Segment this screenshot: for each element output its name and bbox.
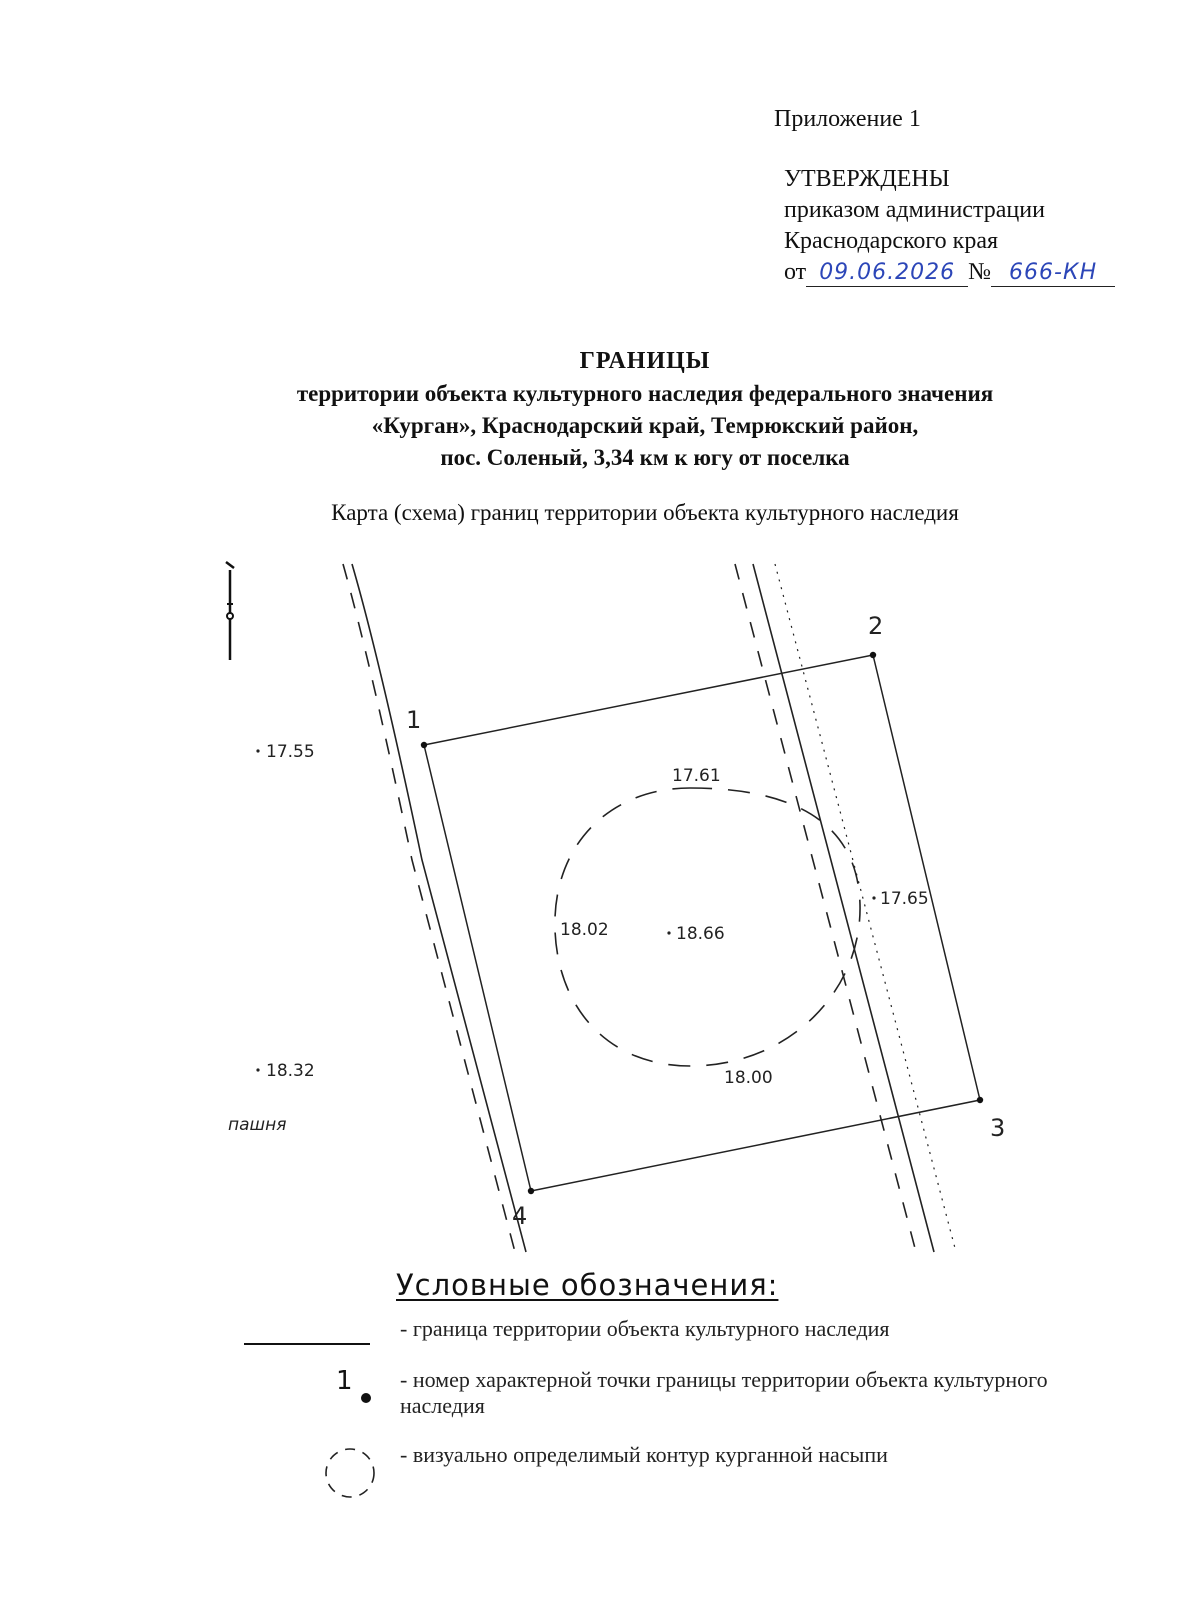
elevation-label: 17.61 [672,766,721,786]
point-label-3: 3 [990,1114,1006,1142]
elevation-label: 18.02 [560,920,609,940]
point-label-1: 1 [406,706,422,734]
approved-label: УТВЕРЖДЕНЫ [784,166,950,192]
legend-item-boundary: - граница территории объекта культурного наследия [400,1316,890,1341]
order-date: 09.06.2026 [819,260,956,285]
title-line-1: территории объекта культурного наследия федерального значения [296,381,994,406]
legend-title: Условные обозначения: [396,1268,779,1302]
boundary-point-4 [528,1188,534,1194]
legend-point-icon [361,1393,371,1403]
legend-item-point: - номер характерной точки границы территории объекта культурного наследия [400,1367,1048,1418]
boundary-points [421,652,983,1194]
left-road [343,564,526,1252]
date-prefix: от [784,259,807,285]
order-number: 666-КН [1009,260,1098,285]
region-label: Краснодарского края [784,228,999,254]
number-sign: № [968,259,992,285]
elevation-label: 17.65 [880,889,929,909]
boundary-point-2 [870,652,876,658]
elevation-label: 18.66 [676,924,725,944]
legend-item-contour: - визуально определимый контур курганной насыпи [400,1442,888,1467]
approved-by-label: приказом администрации [784,197,1045,223]
point-label-4: 4 [512,1202,528,1230]
appendix-label: Приложение 1 [774,106,921,132]
boundary-point-1 [421,742,427,748]
boundary-point-3 [977,1097,983,1103]
north-arrow-icon [226,562,234,660]
legend-point-number: 1 [336,1366,353,1396]
elevation-label: 18.32 [266,1061,315,1081]
elevation-label: 18.00 [724,1068,773,1088]
title-line-2: «Курган», Краснодарский край, Темрюкский район, [371,413,919,438]
point-label-2: 2 [868,612,884,640]
title-line-3: пос. Соленый, 3,34 км к югу от поселка [440,445,850,470]
land-use-label: пашня [228,1115,287,1135]
document-heading: ГРАНИЦЫ [579,348,711,374]
map-subtitle: Карта (схема) границ территории объекта культурного наследия [331,500,959,525]
legend-contour-icon [326,1449,374,1497]
elevation-label: 17.55 [266,742,315,762]
